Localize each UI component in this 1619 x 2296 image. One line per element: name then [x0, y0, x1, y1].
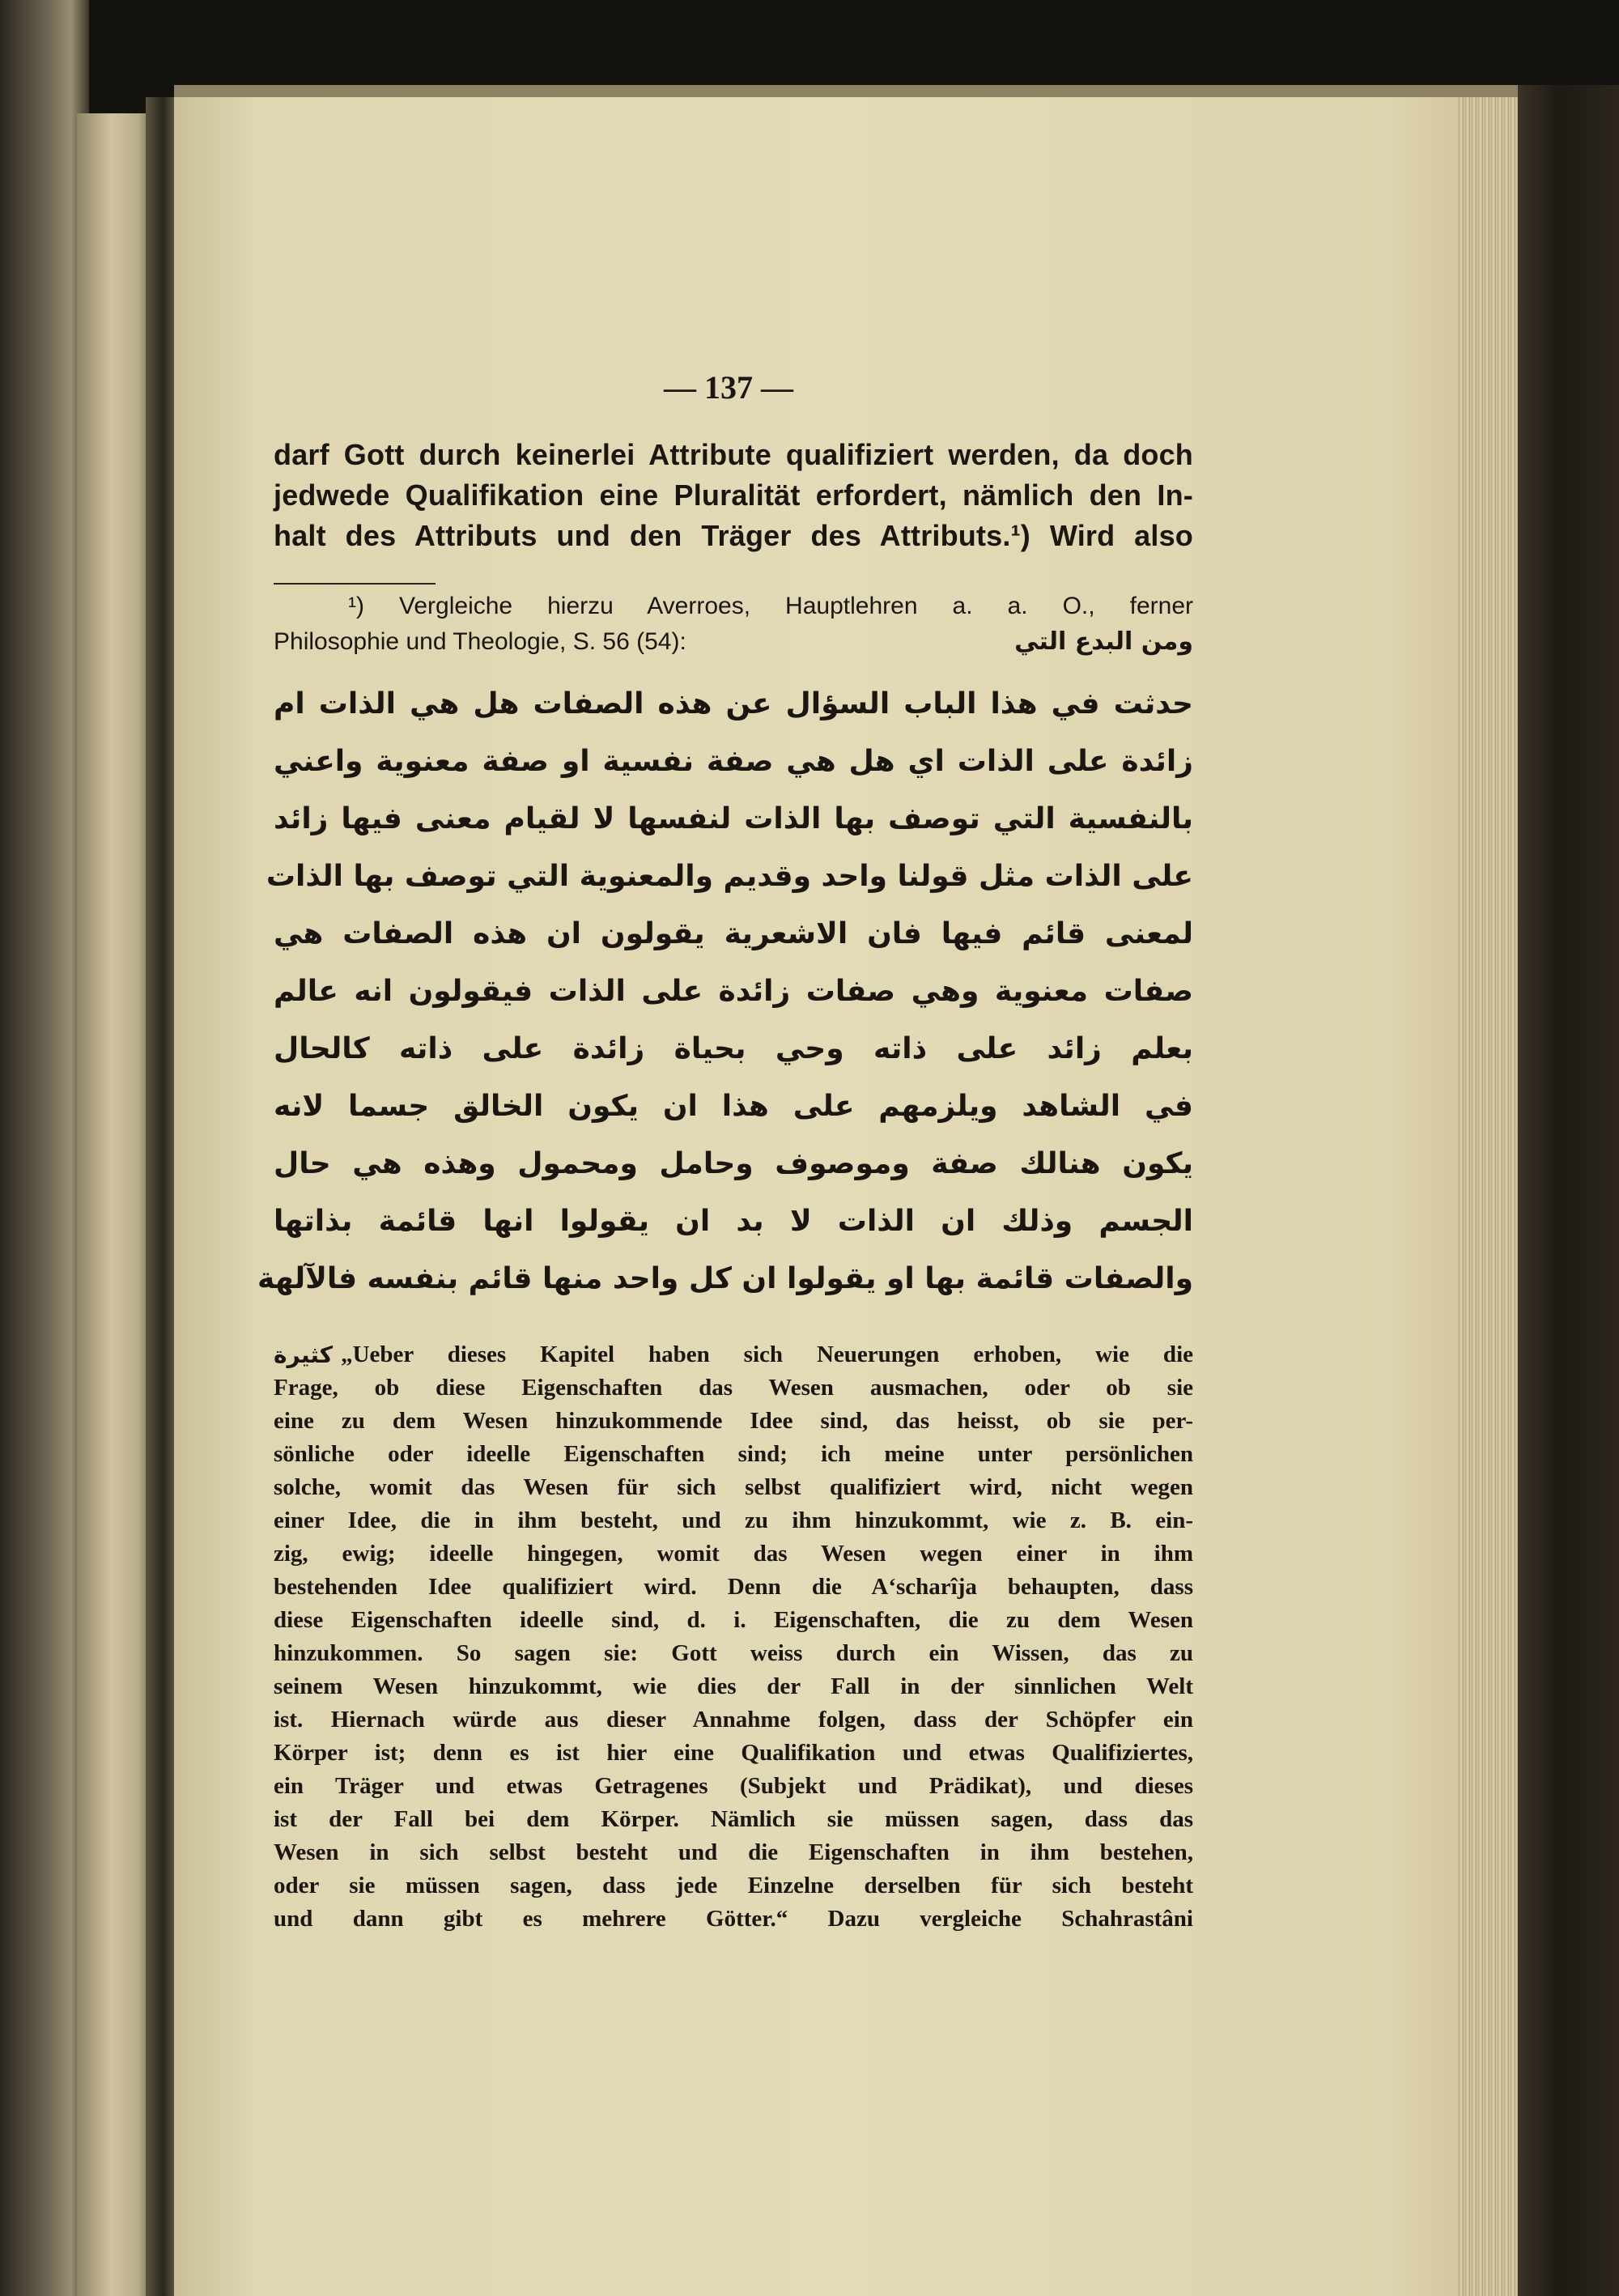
translation-line-1-text: „Ueber dieses Kapitel haben sich Neuerungen erhoben, wie die — [341, 1341, 1193, 1367]
arabic-line-1: حدثت في هذا الباب السؤال عن هذه الصفات هل هي الذات ام — [274, 687, 1193, 721]
translation-line-15: ist der Fall bei dem Körper. Nämlich sie müssen sagen, dass das — [274, 1806, 1193, 1832]
translation-line-14: ein Träger und etwas Getragenes (Subjekt und Prädikat), und dieses — [274, 1773, 1193, 1799]
translation-line-9: diese Eigenschaften ideelle sind, d. i. Eigenschaften, die zu dem Wesen — [274, 1607, 1193, 1633]
body-line-1: darf Gott durch keinerlei Attribute qualifiziert werden, da doch — [274, 438, 1193, 471]
translation-line-13: Körper ist; denn es ist hier eine Qualifikation und etwas Qualifiziertes, — [274, 1740, 1193, 1766]
translation-line-5: solche, womit das Wesen für sich selbst qualifiziert wird, nicht wegen — [274, 1474, 1193, 1500]
translation-line-10: hinzukommen. So sagen sie: Gott weiss durch ein Wissen, das zu — [274, 1640, 1193, 1666]
book-gutter — [146, 97, 178, 2296]
translation-line-1 — [274, 1338, 1193, 1371]
translation-line-16: Wesen in sich selbst besteht und die Eigenschaften in ihm bestehen, — [274, 1839, 1193, 1865]
arabic-line-5: لمعنى قائم فيها فان الاشعرية يقولون ان هذه الصفات هي — [274, 917, 1193, 950]
translation-line-17: oder sie müssen sagen, dass jede Einzelne derselben für sich besteht — [274, 1873, 1193, 1898]
footnote-line-2-arabic: ومن البدع التي — [1014, 627, 1193, 656]
translation-line-4: sönliche oder ideelle Eigenschaften sind; ich meine unter persönlichen — [274, 1441, 1193, 1467]
left-page-edge — [77, 113, 154, 2296]
left-book-cover — [0, 0, 89, 2296]
footnote-rule — [274, 583, 436, 585]
arabic-line-7: بعلم زائد على ذاته وحي بحياة زائدة على ذاته كالحال — [274, 1032, 1193, 1065]
translation-line-6: einer Idee, die in ihm besteht, und zu ihm hinzukommt, wie z. B. ein- — [274, 1507, 1193, 1533]
footnote-line-2-latin: Philosophie und Theologie, S. 56 (54): — [274, 628, 686, 655]
page-number: — 137 — — [664, 369, 793, 406]
arabic-line-2: زائدة على الذات اي هل هي صفة نفسية او صفة معنوية واعني — [274, 745, 1193, 778]
body-line-3: halt des Attributs und den Träger des Attributs.¹) Wird also — [274, 519, 1193, 552]
page-stack-edges — [1457, 97, 1522, 2296]
translation-line-7: zig, ewig; ideelle hingegen, womit das Wesen wegen einer in ihm — [274, 1541, 1193, 1567]
arabic-line-6: صفات معنوية وهي صفات زائدة على الذات فيقولون انه عالم — [274, 975, 1193, 1008]
arabic-line-11: والصفات قائمة بها او يقولوا ان كل واحد منها قائم بنفسه فالآلهة — [257, 1262, 1193, 1295]
body-line-2: jedwede Qualifikation eine Pluralität erfordert, nämlich den In- — [274, 478, 1193, 512]
arabic-line-9: يكون هنالك صفة وموصوف وحامل ومحمول وهذه هي حال — [274, 1147, 1193, 1180]
translation-line-2: Frage, ob diese Eigenschaften das Wesen ausmachen, oder ob sie — [274, 1375, 1193, 1401]
translation-line-12: ist. Hiernach würde aus dieser Annahme folgen, dass der Schöpfer ein — [274, 1707, 1193, 1733]
translation-line-8: bestehenden Idee qualifiziert wird. Denn die A‘scharîja behaupten, dass — [274, 1574, 1193, 1600]
arabic-line-3: بالنفسية التي توصف بها الذات لنفسها لا لقيام معنى فيها زائد — [274, 802, 1193, 835]
translation-arabic-word: كثيرة — [274, 1341, 334, 1368]
arabic-line-8: في الشاهد ويلزمهم على هذا ان يكون الخالق جسما لانه — [274, 1090, 1193, 1123]
arabic-line-10: الجسم وذلك ان الذات لا بد ان يقولوا انها قائمة بذاتها — [274, 1205, 1193, 1238]
translation-line-3: eine zu dem Wesen hinzukommende Idee sind, das heisst, ob sie per- — [274, 1408, 1193, 1434]
translation-line-11: seinem Wesen hinzukommt, wie dies der Fall in der sinnlichen Welt — [274, 1673, 1193, 1699]
footnote-line-1: ¹) Vergleiche hierzu Averroes, Hauptlehren a. a. O., ferner — [348, 593, 1193, 619]
footnote-line-2 — [274, 625, 1193, 659]
arabic-line-4: على الذات مثل قولنا واحد وقديم والمعنوية التي توصف بها الذات — [266, 860, 1193, 893]
translation-line-18: und dann gibt es mehrere Götter.“ Dazu vergleiche Schahrastâni — [274, 1906, 1193, 1932]
right-book-cover — [1518, 85, 1619, 2296]
